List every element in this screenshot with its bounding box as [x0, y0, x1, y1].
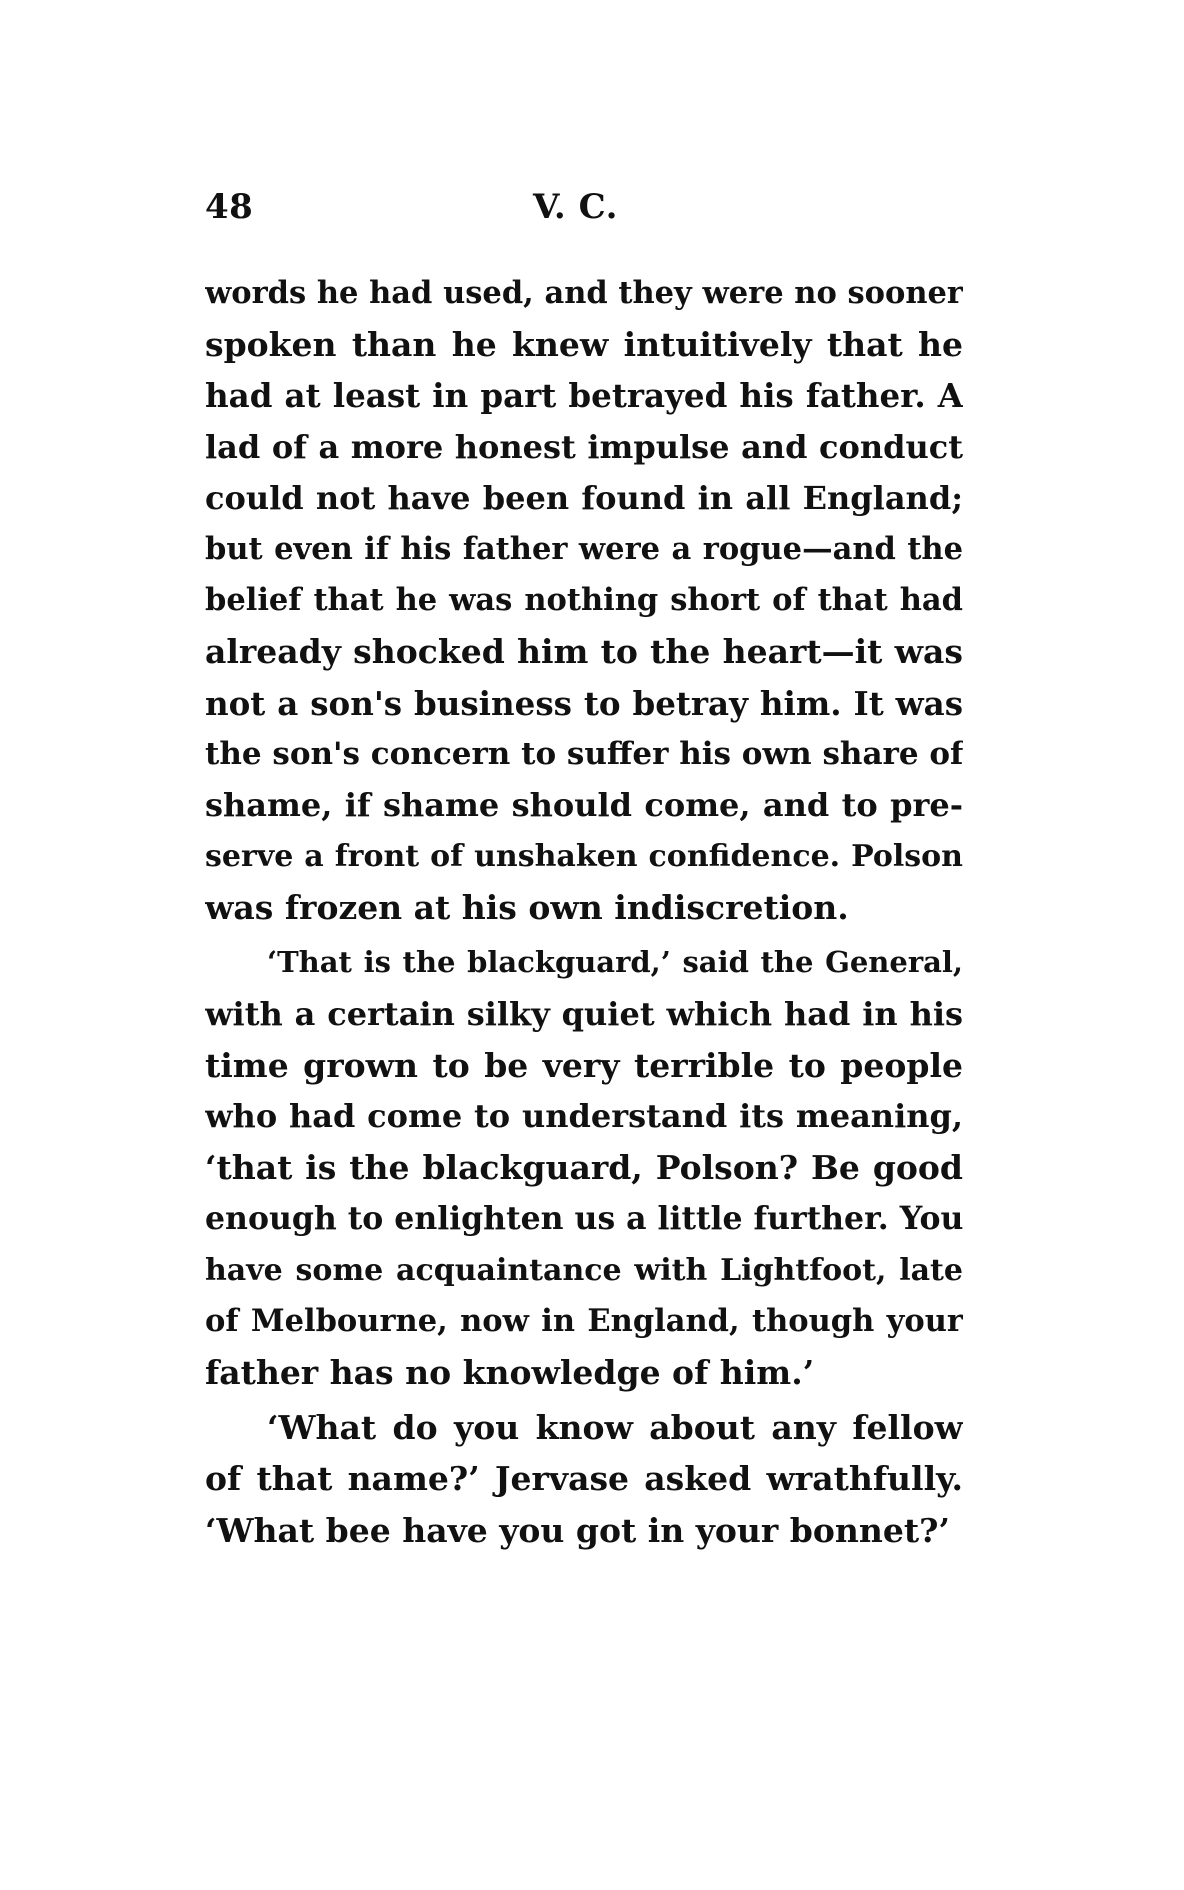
paragraph: [205, 268, 963, 933]
text-line: not a son's business to betray him. It was: [205, 683, 963, 723]
body-text: [205, 268, 963, 1556]
text-line: had at least in part betrayed his father. A: [205, 376, 963, 416]
text-line: serve a front of unshaken confidence. Polson: [205, 839, 963, 875]
text-line: father has no knowledge of him.’: [205, 1352, 815, 1392]
text-line: words he had used, and they were no sooner: [205, 275, 963, 311]
text-line: already shocked him to the heart—it was: [205, 632, 963, 672]
page-header: [205, 182, 985, 232]
text-line: ‘That is the blackguard,’ said the General,: [267, 945, 963, 980]
running-head: V. C.: [533, 187, 618, 227]
page-number: 48: [205, 187, 254, 227]
text-line: who had come to understand its meaning,: [205, 1097, 963, 1135]
text-line: time grown to be very terrible to people: [205, 1045, 963, 1085]
text-line: of that name?’ Jervase asked wrathfully.: [205, 1459, 963, 1499]
text-line: spoken than he knew intuitively that he: [205, 325, 963, 365]
text-line: ‘What bee have you got in your bonnet?’: [205, 1510, 950, 1550]
text-line: could not have been found in all England;: [205, 478, 963, 517]
text-line: have some acquaintance with Lightfoot, late: [205, 1252, 963, 1288]
text-line: with a certain silky quiet which had in his: [205, 994, 963, 1033]
text-line: the son's concern to suffer his own share of: [205, 735, 963, 772]
text-line: ‘What do you know about any fellow: [267, 1408, 963, 1448]
text-line: belief that he was nothing short of that had: [205, 582, 963, 619]
text-line: but even if his father were a rogue—and the: [205, 530, 963, 567]
text-line: enough to enlighten us a little further. You: [205, 1200, 963, 1238]
text-line: shame, if shame should come, and to pre-: [205, 785, 963, 824]
text-line: was frozen at his own indiscretion.: [205, 888, 849, 928]
paragraph: [205, 1402, 963, 1556]
text-line: ‘that is the blackguard, Polson? Be good: [205, 1148, 963, 1188]
text-line: lad of a more honest impulse and conduct: [205, 427, 963, 466]
text-line: of Melbourne, now in England, though your: [205, 1302, 963, 1339]
paragraph: [205, 937, 963, 1398]
